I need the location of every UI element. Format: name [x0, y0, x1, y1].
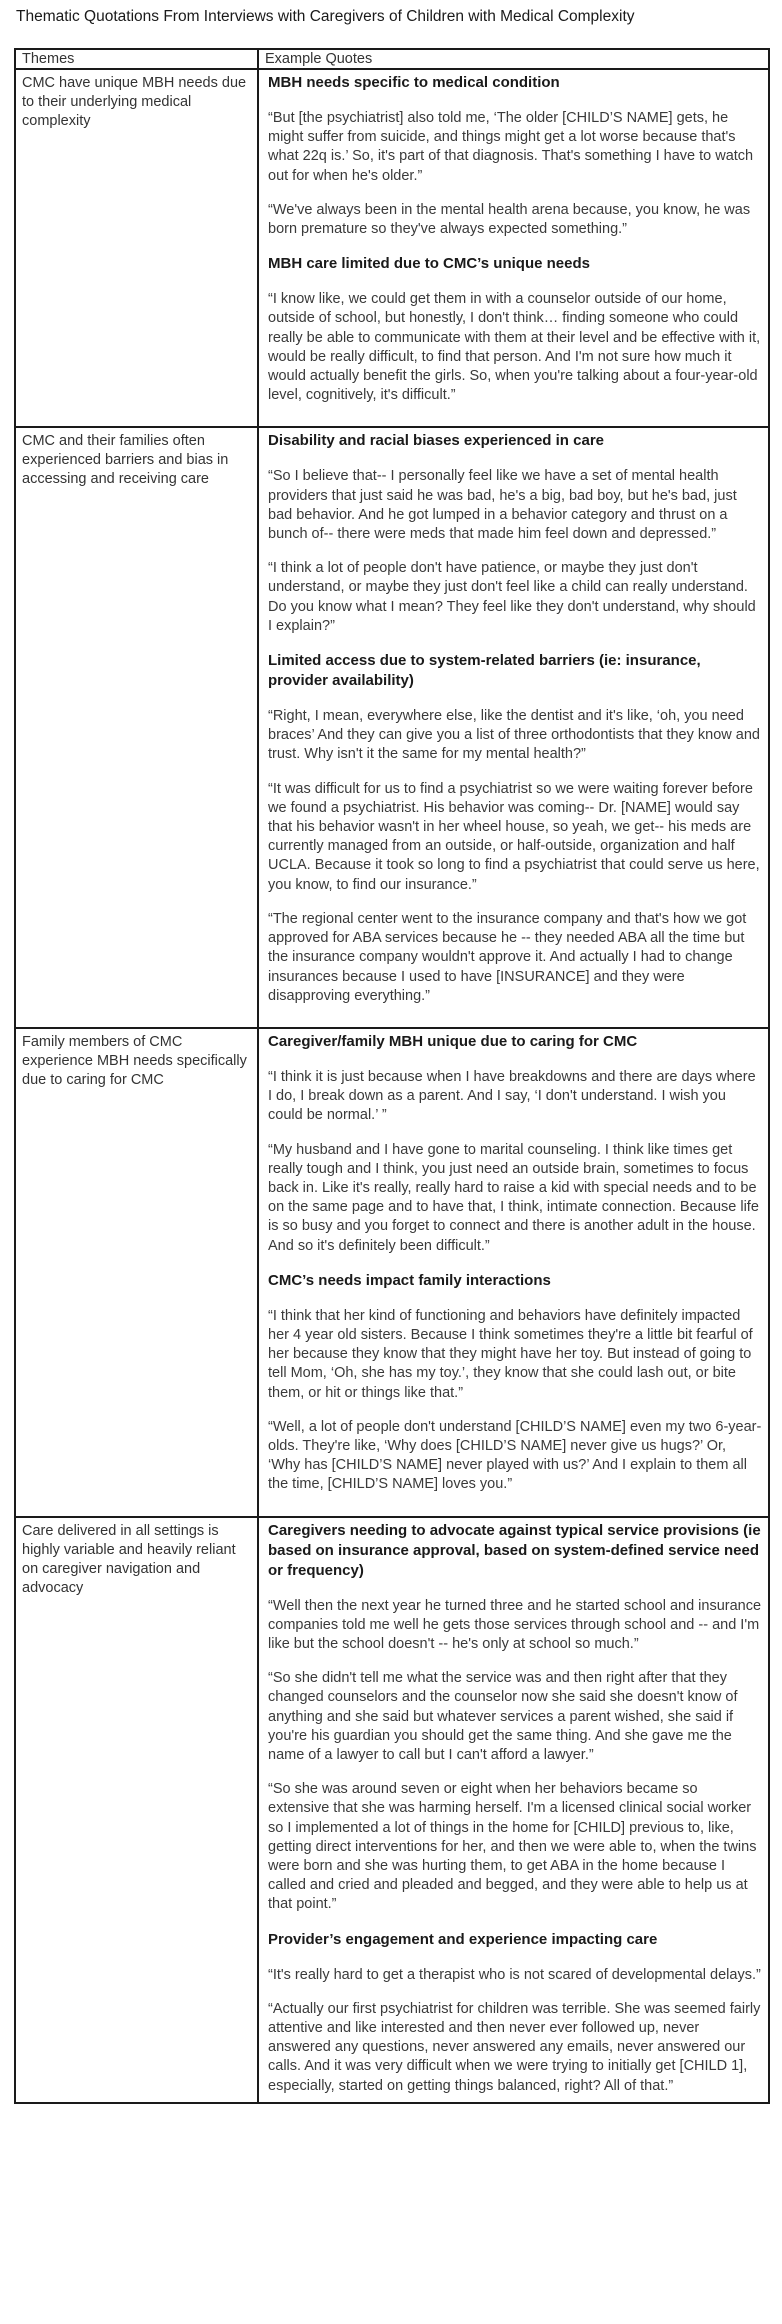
- quote-group: [268, 431, 762, 636]
- quote-subheading: Caregivers needing to advocate against typical service provisions (ie based on insurance approval, based on system-defined service need or frequency): [268, 1521, 761, 1579]
- quote-text: “I think that her kind of functioning and behaviors have definitely impacted her 4 year old sisters. Because I think sometimes they're a little bit fearful of her because they know that they might have her toy. But instead of going to tell Mom, ‘Oh, she has my toy.’, they know that she could lash out, or bite them, or hit or things like that.”: [268, 1307, 753, 1401]
- quote-text: “I know like, we could get them in with a counselor outside of our home, outside of school, but honestly, I don't think… finding someone who could really be able to communicate with them at their level and be effective with it, would be really difficult, to find that person. And I'm not sure how much it would actually benefit the girls. So, when you're talking about a four-year-old level, cognitively, it's difficult.”: [268, 291, 761, 404]
- quote-text: “We've always been in the mental health arena because, you know, he was born premature so they've always expected something.”: [268, 201, 751, 238]
- theme-cell: CMC and their families often experienced barriers and bias in accessing and receiving care: [15, 427, 258, 1027]
- quote-group: [268, 1032, 762, 1256]
- quote-text: “Well then the next year he turned three and he started school and insurance companies told me well he gets those services through school and -- and I'm like but the school doesn't -- he's only at school so much.”: [268, 1597, 762, 1652]
- quotes-cell: [258, 427, 769, 1027]
- quote-text: “It was difficult for us to find a psychiatrist so we were waiting forever before we found a psychiatrist. His behavior was coming-- Dr. [NAME] would say that his behavior wasn't in her wheel house, so yeah, we get-- his meds are currently managed from an outside, or half-outside, organization and half UCLA. Because it took so long to find a psychiatrist that could serve us here, you know, to find our insurance.”: [268, 780, 760, 893]
- table-row: [15, 69, 769, 427]
- quote-text: “I think it is just because when I have breakdowns and there are days where I do, I break down as a parent. And I say, ‘I don't understand. I wish you could be normal.’ ”: [268, 1068, 756, 1124]
- quote-text: “So she was around seven or eight when her behaviors became so extensive that she was harming herself. I'm a licensed clinical social worker so I implemented a lot of things in the home for [CHILD] previous to, like, getting direct interventions for her, and then we were able to, when the twins were born and she was hurting them, to get ABA in the home because I called and cried and pleaded and begged, and they were able to help us at that point.”: [268, 1781, 757, 1913]
- quote-subheading: Limited access due to system-related barriers (ie: insurance, provider availability): [268, 652, 701, 690]
- table-row: [15, 1517, 769, 2103]
- quote-text: “It's really hard to get a therapist who is not scared of developmental delays.”: [268, 1966, 761, 1983]
- quote-subheading: CMC’s needs impact family interactions: [268, 1271, 551, 1289]
- quote-text: “Actually our first psychiatrist for children was terrible. She was seemed fairly attentive and like interested and then never ever followed up, never answered any questions, never answered any emails, never answered our calls. And it was very difficult when we were trying to initially get [CHILD 1], especially, started on getting things balanced, right? All of that.”: [268, 2000, 761, 2094]
- table-row: [15, 1028, 769, 1517]
- quotes-cell: [258, 69, 769, 427]
- theme-cell: Family members of CMC experience MBH needs specifically due to caring for CMC: [15, 1028, 258, 1517]
- header-example-quotes: Example Quotes: [258, 49, 769, 69]
- quote-group: [268, 73, 762, 239]
- quote-subheading: Caregiver/family MBH unique due to caring for CMC: [268, 1032, 638, 1050]
- quote-subheading: MBH needs specific to medical condition: [268, 74, 560, 91]
- quote-group: [268, 1271, 762, 1495]
- quote-text: “Well, a lot of people don't understand [CHILD’S NAME] even my two 6-year-olds. They're like, ‘Why does [CHILD’S NAME] never give us hugs?’ Or, ‘Why has [CHILD’S NAME] never played with us?’ And I explain to them all the time, [CHILD’S NAME] loves you.”: [268, 1418, 762, 1493]
- header-themes: Themes: [15, 49, 258, 69]
- theme-cell: Care delivered in all settings is highly variable and heavily reliant on caregiver navigation and advocacy: [15, 1517, 258, 2103]
- quote-group: [268, 1930, 762, 2096]
- quote-text: “Right, I mean, everywhere else, like the dentist and it's like, ‘oh, you need braces’ And they can give you a list of three orthodontists that they know and trust. Why isn't it the same for my mental health?”: [268, 708, 760, 763]
- table-row: [15, 427, 769, 1027]
- quote-text: “My husband and I have gone to marital counseling. I think like times get really tough and I think, you just need an outside brain, sometimes to focus back in. Like it's really, really hard to raise a kid with special needs and to be on the same page and to have that, I think, intimate connection. Because life is so busy and you forget to connect and there is another adult in the house. And so it's definitely been difficult.”: [268, 1141, 759, 1254]
- quote-group: [268, 1521, 762, 1915]
- theme-cell: CMC have unique MBH needs due to their underlying medical complexity: [15, 69, 258, 427]
- quote-text: “So she didn't tell me what the service was and then right after that they changed counselors and the counselor now she said she doesn't know of anything and she said but whatever services a parent wished, she said if you're his guardian you should get the same thing. And she gave me the name of a lawyer to call but I can't afford a lawyer.”: [268, 1670, 738, 1763]
- quote-group: [268, 651, 762, 1006]
- table-header-row: [15, 49, 769, 69]
- quote-text: “But [the psychiatrist] also told me, ‘The older [CHILD’S NAME] gets, he might suffer from suicide, and things might get a lot worse because that's what 22q is.’ So, it's part of that diagnosis. That's something I have to watch out for when he's older.”: [268, 110, 754, 184]
- quote-text: “The regional center went to the insurance company and that's how we got approved for ABA services because he -- they needed ABA all the time but the insurance company wouldn't approve it. And actually I had to change insurances because I used to have [INSURANCE] and they were disapproving everything.”: [268, 910, 747, 1004]
- quotes-cell: [258, 1517, 769, 2103]
- document-title: Thematic Quotations From Interviews with Caregivers of Children with Medical Complexity: [16, 8, 635, 25]
- quote-subheading: MBH care limited due to CMC’s unique needs: [268, 255, 590, 273]
- thematic-quotations-table: [14, 48, 770, 2104]
- quote-subheading: Disability and racial biases experienced in care: [268, 432, 604, 450]
- quote-text: “I think a lot of people don't have patience, or maybe they just don't understand, or maybe they just don't feel like a child can really understand. Do you know what I mean? They feel like they don't understand, why should I explain?”: [268, 560, 756, 634]
- quote-group: [268, 254, 762, 405]
- quotes-cell: [258, 1028, 769, 1517]
- quote-subheading: Provider’s engagement and experience impacting care: [268, 1930, 658, 1948]
- quote-text: “So I believe that-- I personally feel like we have a set of mental health providers that just said he was bad, he's a big, bad boy, but he's bad, just bad behavior. And he got lumped in a behavior category and thrust on a bunch of-- there were meds that made him feel down and depressed.”: [268, 468, 737, 543]
